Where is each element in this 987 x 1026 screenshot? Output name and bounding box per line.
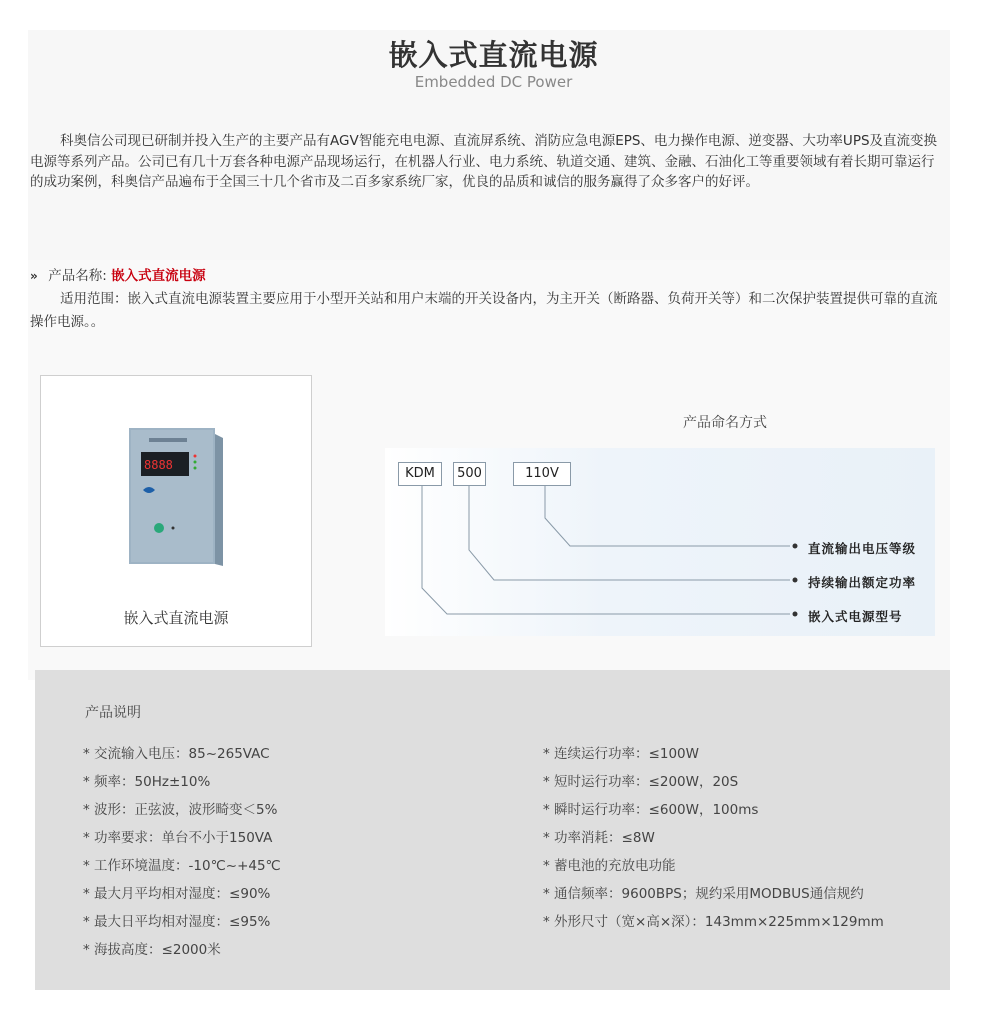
spec-item: * 频率：50Hz±10% xyxy=(83,774,211,790)
product-image-caption: 嵌入式直流电源 xyxy=(123,609,229,627)
naming-code-model: KDM xyxy=(398,462,442,486)
spec-item: * 外形尺寸（宽×高×深）：143mm×225mm×129mm xyxy=(543,914,884,930)
double-chevron-down-icon: » xyxy=(30,269,38,283)
naming-label-voltage: 直流输出电压等级 xyxy=(808,541,917,556)
spec-item: * 交流输入电压：85~265VAC xyxy=(83,746,270,762)
spec-panel xyxy=(35,670,950,990)
company-intro: 科奥信公司现已研制并投入生产的主要产品有AGV智能充电电源、直流屏系统、消防应急电源EPS、电力操作电源、逆变器、大功率UPS及直流变换电源等系列产品。公司已有几十万套各种电源产品现场运行，在机器人行业、电力系统、轨道交通、建筑、金融、石油化工等重要领域有着长期可靠运行的成功案例，科奥信产品遍布于全国三十几个省市及二百多家系统厂家，优良的品质和诚信的服务赢得了众多客户的好评。 xyxy=(30,133,938,190)
page-title: 嵌入式直流电源 xyxy=(388,38,599,72)
naming-diagram xyxy=(385,448,935,636)
page-subtitle: Embedded DC Power xyxy=(414,73,573,91)
naming-code-power: 500 xyxy=(453,462,486,486)
naming-label-model: 嵌入式电源型号 xyxy=(808,609,903,624)
naming-title: 产品命名方式 xyxy=(683,415,767,431)
spec-item: * 工作环境温度：-10℃~+45℃ xyxy=(83,858,281,874)
spec-item: * 连续运行功率：≤100W xyxy=(543,746,699,762)
spec-item: * 最大日平均相对湿度：≤95% xyxy=(83,914,271,930)
product-image-card[interactable] xyxy=(40,375,312,647)
spec-item: * 通信频率：9600BPS；规约采用MODBUS通信规约 xyxy=(543,886,864,902)
spec-item: * 短时运行功率：≤200W，20S xyxy=(543,774,739,790)
spec-list-right xyxy=(543,740,884,936)
spec-title: 产品说明 xyxy=(85,705,141,721)
product-name-label: 产品名称: xyxy=(48,268,107,284)
spec-item: * 海拔高度：≤2000米 xyxy=(83,942,221,958)
product-name-value: 嵌入式直流电源 xyxy=(111,268,206,284)
spec-item: * 蓄电池的充放电功能 xyxy=(543,858,676,874)
svg-text:8888: 8888 xyxy=(144,458,173,472)
spec-item: * 功率要求：单台不小于150VA xyxy=(83,830,273,846)
product-scope: 适用范围：嵌入式直流电源装置主要应用于小型开关站和用户末端的开关设备内，为主开关（断路器、负荷开关等）和二次保护装置提供可靠的直流操作电源。。 xyxy=(30,291,938,330)
spec-item: * 最大月平均相对湿度：≤90% xyxy=(83,886,271,902)
spec-list-left xyxy=(83,740,281,964)
naming-code-voltage: 110V xyxy=(513,462,571,486)
spec-item: * 功率消耗：≤8W xyxy=(543,830,655,846)
product-name-row xyxy=(30,264,206,284)
spec-item: * 瞬时运行功率：≤600W，100ms xyxy=(543,802,759,818)
spec-item: * 波形：正弦波，波形畸变＜5% xyxy=(83,802,278,818)
naming-label-power: 持续输出额定功率 xyxy=(808,575,917,590)
dc-power-device-icon xyxy=(129,428,223,566)
